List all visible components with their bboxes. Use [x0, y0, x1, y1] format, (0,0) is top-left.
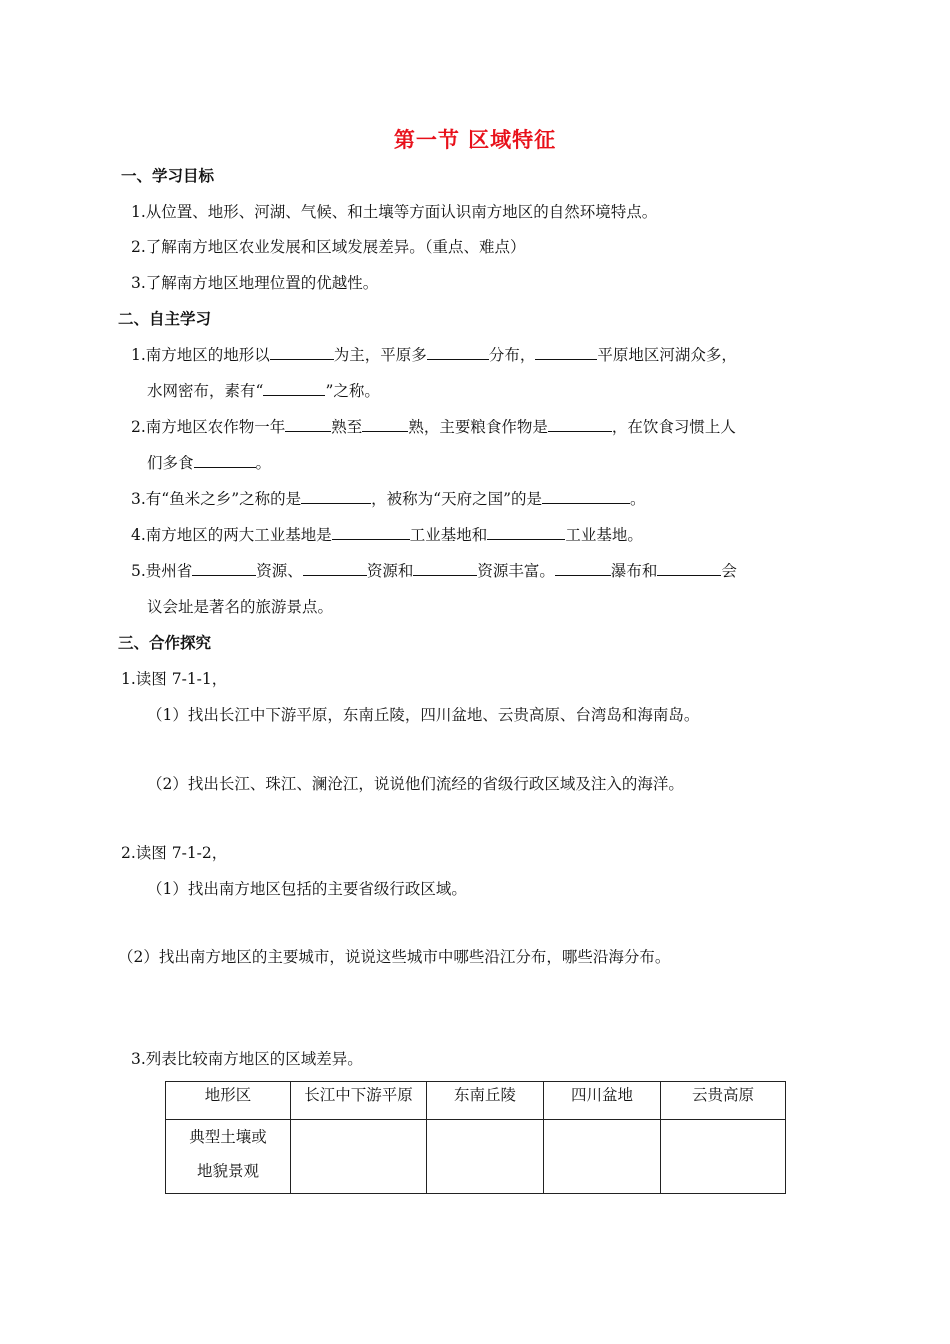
task-1-sub-1: （1）找出长江中下游平原，东南丘陵，四川盆地、云贵高原、台湾岛和海南岛。 — [147, 706, 700, 724]
task-1: 1.读图 7-1-1， — [121, 670, 228, 688]
table-cell-empty[interactable] — [661, 1120, 786, 1194]
question-3 — [131, 487, 646, 509]
fill-blank[interactable] — [657, 561, 721, 576]
q1-text-e: 水网密布，素有“ — [147, 382, 264, 400]
table-header-cell: 地形区 — [166, 1082, 291, 1120]
fill-blank[interactable] — [270, 345, 334, 360]
fill-blank[interactable] — [263, 381, 325, 396]
task-2: 2.读图 7-1-2， — [121, 844, 228, 862]
q4-text-a: 4.南方地区的两大工业基地是 — [131, 526, 332, 544]
table-header-cell: 云贵高原 — [661, 1082, 786, 1120]
section-heading-cooperative: 三、合作探究 — [118, 634, 212, 652]
table-header-cell: 东南丘陵 — [427, 1082, 544, 1120]
q1-text-f: ”之称。 — [325, 382, 380, 400]
question-4 — [131, 523, 643, 545]
question-1-line-2 — [147, 379, 380, 401]
q4-text-c: 工业基地。 — [565, 526, 643, 544]
task-1-sub-2: （2）找出长江、珠江、澜沧江，说说他们流经的省级行政区域及注入的海洋。 — [147, 775, 684, 793]
q1-text-c: 分布， — [488, 346, 536, 364]
section-heading-self-study: 二、自主学习 — [118, 310, 212, 328]
fill-blank[interactable] — [427, 345, 489, 360]
fill-blank[interactable] — [285, 417, 331, 432]
fill-blank[interactable] — [548, 417, 612, 432]
goal-item-1: 1.从位置、地形、河湖、气候、和土壤等方面认识南方地区的自然环境特点。 — [131, 203, 658, 221]
q5-text-c: 资源和 — [366, 562, 414, 580]
fill-blank[interactable] — [194, 453, 256, 468]
table-cell-empty[interactable] — [291, 1120, 427, 1194]
q2-text-f: 。 — [255, 454, 272, 472]
q5-text-a: 5.贵州省 — [131, 562, 193, 580]
q3-text-c: 。 — [630, 490, 646, 508]
fill-blank[interactable] — [555, 561, 611, 576]
table-header-row — [166, 1082, 786, 1120]
fill-blank[interactable] — [332, 525, 410, 540]
q2-text-c: 熟，主要粮食作物是 — [408, 418, 548, 436]
table-header-cell: 长江中下游平原 — [291, 1082, 427, 1120]
q3-text-b: ，被称为“天府之国”的是 — [371, 490, 542, 508]
fill-blank[interactable] — [301, 489, 371, 504]
question-1-line-1 — [131, 343, 737, 365]
fill-blank[interactable] — [192, 561, 256, 576]
comparison-table — [165, 1081, 786, 1194]
table-header-cell: 四川盆地 — [544, 1082, 661, 1120]
task-2-sub-2: （2）找出南方地区的主要城市，说说这些城市中哪些沿江分布，哪些沿海分布。 — [118, 948, 671, 966]
table-cell-empty[interactable] — [427, 1120, 544, 1194]
question-2-line-2 — [147, 451, 271, 473]
fill-blank[interactable] — [303, 561, 367, 576]
q5-text-d: 资源丰富。 — [477, 562, 555, 580]
q2-text-d: ，在饮食习惯上人 — [611, 418, 736, 436]
task-3: 3.列表比较南方地区的区域差异。 — [131, 1050, 363, 1068]
section-heading-goals: 一、学习目标 — [121, 167, 215, 185]
fill-blank[interactable] — [535, 345, 597, 360]
q5-text-e: 瀑布和 — [610, 562, 658, 580]
q2-text-e: 们多食 — [147, 454, 194, 472]
fill-blank[interactable] — [362, 417, 408, 432]
fill-blank[interactable] — [413, 561, 477, 576]
goal-item-3: 3.了解南方地区地理位置的优越性。 — [131, 274, 379, 292]
q1-text-a: 1.南方地区的地形以 — [131, 346, 270, 364]
table-cell-empty[interactable] — [544, 1120, 661, 1194]
task-2-sub-1: （1）找出南方地区包括的主要省级行政区域。 — [147, 880, 467, 898]
q4-text-b: 工业基地和 — [409, 526, 488, 544]
page-title: 第一节 区域特征 — [393, 128, 557, 152]
q2-text-b: 熟至 — [331, 418, 363, 436]
q1-text-d: 平原地区河湖众多， — [597, 346, 737, 364]
row-label-line-1: 典型土壤或 — [189, 1128, 267, 1146]
table-row-label — [166, 1120, 291, 1194]
q3-text-a: 3.有“鱼米之乡”之称的是 — [131, 490, 302, 508]
q5-text-b: 资源、 — [256, 562, 303, 580]
fill-blank[interactable] — [542, 489, 630, 504]
question-2-line-1 — [131, 415, 736, 437]
table-row — [166, 1120, 786, 1194]
goal-item-2: 2.了解南方地区农业发展和区域发展差异。（重点、难点） — [131, 238, 526, 256]
row-label-line-2: 地貌景观 — [196, 1162, 259, 1180]
question-5-line-2: 议会址是著名的旅游景点。 — [147, 598, 334, 616]
q5-text-f: 会 — [721, 562, 737, 580]
fill-blank[interactable] — [487, 525, 565, 540]
q1-text-b: 为主，平原多 — [333, 346, 427, 364]
q2-text-a: 2.南方地区农作物一年 — [131, 418, 286, 436]
question-5-line-1 — [131, 559, 737, 581]
